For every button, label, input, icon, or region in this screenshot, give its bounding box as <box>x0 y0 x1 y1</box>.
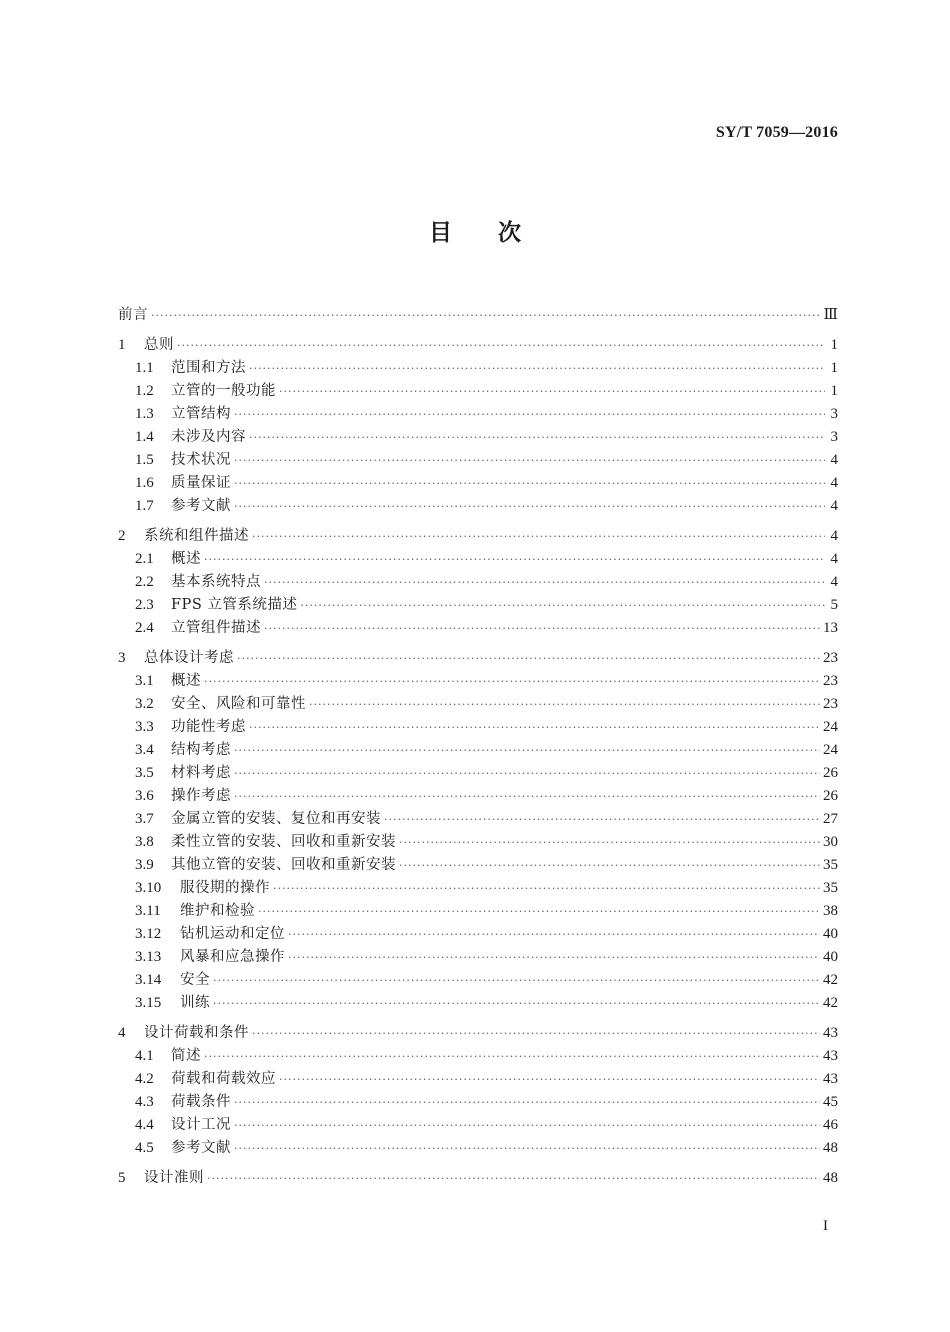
toc-entry[interactable] <box>118 762 838 785</box>
toc-entry-number: 1.7 <box>135 498 154 514</box>
page-title: 目次 <box>429 220 567 246</box>
toc-entry-number: 3.7 <box>135 811 154 827</box>
toc-entry[interactable] <box>118 693 838 716</box>
toc-entry-page: 26 <box>823 788 838 804</box>
dot-leader <box>264 617 820 640</box>
toc-entry[interactable] <box>118 548 838 571</box>
table-of-contents <box>118 304 838 1190</box>
toc-entry-page: 46 <box>823 1117 838 1133</box>
dot-leader <box>234 495 825 518</box>
toc-entry-number: 1.4 <box>135 429 154 445</box>
toc-entry-number: 1.2 <box>135 383 154 399</box>
dot-leader <box>279 380 825 403</box>
toc-entry-page: 4 <box>830 574 838 590</box>
toc-entry-page: 1 <box>830 360 838 376</box>
toc-entry[interactable] <box>118 571 838 594</box>
toc-entry-number: 4.5 <box>135 1140 154 1156</box>
dot-leader <box>399 831 820 854</box>
toc-entry-title: FPS 立管系统描述 <box>171 597 298 613</box>
toc-entry-number: 4.3 <box>135 1094 154 1110</box>
toc-entry[interactable] <box>118 1045 838 1068</box>
toc-entry-page: 27 <box>823 811 838 827</box>
dot-leader <box>234 472 825 495</box>
dot-leader <box>252 1022 820 1045</box>
dot-leader <box>300 594 825 617</box>
toc-entry[interactable] <box>118 900 838 923</box>
toc-entry-number: 1 <box>118 337 126 353</box>
toc-entry-title: 参考文献 <box>171 1140 231 1156</box>
toc-entry-number: 3.13 <box>135 949 162 965</box>
toc-entry[interactable] <box>118 739 838 762</box>
toc-entry-title: 参考文献 <box>171 498 231 514</box>
toc-entry-title: 未涉及内容 <box>171 429 246 445</box>
standard-code: SY/T 7059—2016 <box>715 124 838 141</box>
toc-entry-title: 概述 <box>171 673 201 689</box>
toc-entry-number: 3.3 <box>135 719 154 735</box>
dot-leader <box>237 647 820 670</box>
toc-entry-number: 2 <box>118 528 126 544</box>
toc-entry[interactable] <box>118 495 838 518</box>
toc-entry-number: 3.1 <box>135 673 154 689</box>
toc-entry-title: 总则 <box>144 337 174 353</box>
toc-entry-page: 40 <box>823 926 838 942</box>
toc-entry[interactable] <box>118 472 838 495</box>
dot-leader <box>249 357 825 380</box>
toc-entry-page: Ⅲ <box>823 307 838 323</box>
dot-leader <box>234 1137 820 1160</box>
toc-entry-title: 设计准则 <box>144 1170 204 1186</box>
toc-entry[interactable] <box>118 946 838 969</box>
toc-entry[interactable] <box>118 647 838 670</box>
toc-entry-page: 43 <box>823 1071 838 1087</box>
dot-leader <box>288 923 820 946</box>
toc-entry-page: 30 <box>823 834 838 850</box>
dot-leader <box>288 946 820 969</box>
toc-entry-number: 4.2 <box>135 1071 154 1087</box>
toc-entry-number: 3 <box>118 650 126 666</box>
toc-entry-title: 总体设计考虑 <box>144 650 234 666</box>
toc-entry-number: 1.6 <box>135 475 154 491</box>
toc-entry-page: 4 <box>830 528 838 544</box>
dot-leader <box>213 992 820 1015</box>
toc-entry-page: 24 <box>823 742 838 758</box>
toc-entry-page: 4 <box>830 452 838 468</box>
toc-entry-page: 4 <box>830 498 838 514</box>
dot-leader <box>234 403 825 426</box>
toc-entry-number: 4.4 <box>135 1117 154 1133</box>
toc-entry[interactable] <box>118 357 838 380</box>
toc-entry-number: 3.10 <box>135 880 162 896</box>
toc-entry-number: 3.11 <box>135 903 161 919</box>
dot-leader <box>249 716 820 739</box>
toc-entry[interactable] <box>118 785 838 808</box>
toc-entry-title: 简述 <box>171 1048 201 1064</box>
toc-entry-page: 1 <box>830 337 838 353</box>
toc-entry-page: 43 <box>823 1048 838 1064</box>
toc-entry[interactable] <box>118 992 838 1015</box>
toc-entry[interactable] <box>118 923 838 946</box>
toc-entry-title: 柔性立管的安装、回收和重新安装 <box>171 834 396 850</box>
dot-leader <box>207 1167 820 1190</box>
toc-entry-title: 设计工况 <box>171 1117 231 1133</box>
toc-entry-number: 1.1 <box>135 360 154 376</box>
toc-entry-number: 3.5 <box>135 765 154 781</box>
toc-entry[interactable] <box>118 831 838 854</box>
toc-entry[interactable] <box>118 449 838 472</box>
toc-entry-title: 质量保证 <box>171 475 231 491</box>
toc-entry[interactable] <box>118 854 838 877</box>
toc-entry-number: 2.4 <box>135 620 154 636</box>
toc-entry-title: 立管的一般功能 <box>171 383 276 399</box>
toc-entry-page: 43 <box>823 1025 838 1041</box>
toc-entry-number: 3.8 <box>135 834 154 850</box>
toc-entry-page: 42 <box>823 972 838 988</box>
page-number: I <box>823 1218 828 1234</box>
toc-entry-page: 23 <box>823 650 838 666</box>
toc-entry[interactable] <box>118 1167 838 1190</box>
dot-leader <box>234 762 820 785</box>
toc-entry[interactable] <box>118 1114 838 1137</box>
toc-entry[interactable] <box>118 380 838 403</box>
dot-leader <box>204 670 820 693</box>
toc-entry-number: 5 <box>118 1170 126 1186</box>
toc-entry-number: 1.3 <box>135 406 154 422</box>
toc-entry-number: 1.5 <box>135 452 154 468</box>
toc-entry-page: 45 <box>823 1094 838 1110</box>
toc-entry-number: 3.14 <box>135 972 162 988</box>
toc-entry-title: 服役期的操作 <box>180 880 270 896</box>
dot-leader <box>273 877 820 900</box>
toc-entry[interactable] <box>118 670 838 693</box>
toc-entry-page: 4 <box>830 475 838 491</box>
dot-leader <box>249 426 825 449</box>
toc-entry[interactable] <box>118 877 838 900</box>
toc-entry-page: 38 <box>823 903 838 919</box>
toc-entry[interactable] <box>118 403 838 426</box>
toc-entry-number: 2.2 <box>135 574 154 590</box>
toc-entry[interactable] <box>118 594 838 617</box>
toc-entry-title: 前言 <box>118 307 148 323</box>
toc-entry-title: 技术状况 <box>171 452 231 468</box>
toc-entry-page: 40 <box>823 949 838 965</box>
toc-entry-title: 安全、风险和可靠性 <box>171 696 306 712</box>
toc-entry-page: 23 <box>823 673 838 689</box>
toc-entry[interactable] <box>118 969 838 992</box>
toc-entry-number: 2.1 <box>135 551 154 567</box>
toc-entry-page: 23 <box>823 696 838 712</box>
toc-entry-page: 35 <box>823 857 838 873</box>
dot-leader <box>177 334 825 357</box>
dot-leader <box>234 739 820 762</box>
toc-entry-title: 训练 <box>180 995 210 1011</box>
toc-entry-number: 4.1 <box>135 1048 154 1064</box>
toc-entry-number: 3.15 <box>135 995 162 1011</box>
toc-entry-title: 风暴和应急操作 <box>180 949 285 965</box>
toc-entry-page: 5 <box>830 597 838 613</box>
toc-entry-title: 钻机运动和定位 <box>180 926 285 942</box>
toc-entry-number: 2.3 <box>135 597 154 613</box>
toc-entry-title: 立管结构 <box>171 406 231 422</box>
toc-entry[interactable] <box>118 1022 838 1045</box>
toc-entry-page: 26 <box>823 765 838 781</box>
toc-entry[interactable] <box>118 1137 838 1160</box>
toc-entry-number: 3.12 <box>135 926 162 942</box>
toc-entry-page: 42 <box>823 995 838 1011</box>
toc-entry-page: 48 <box>823 1140 838 1156</box>
dot-leader <box>264 571 825 594</box>
toc-entry-title: 概述 <box>171 551 201 567</box>
toc-entry-page: 4 <box>830 551 838 567</box>
toc-entry-title: 金属立管的安装、复位和再安装 <box>171 811 381 827</box>
toc-entry-title: 功能性考虑 <box>171 719 246 735</box>
dot-leader <box>384 808 820 831</box>
toc-entry[interactable] <box>118 334 838 357</box>
toc-entry[interactable] <box>118 426 838 449</box>
dot-leader <box>252 525 825 548</box>
toc-entry-page: 13 <box>823 620 838 636</box>
dot-leader <box>234 449 825 472</box>
toc-entry-title: 荷载条件 <box>171 1094 231 1110</box>
toc-entry-page: 24 <box>823 719 838 735</box>
dot-leader <box>234 1091 820 1114</box>
dot-leader <box>204 1045 820 1068</box>
dot-leader <box>279 1068 820 1091</box>
toc-entry[interactable] <box>118 1068 838 1091</box>
toc-entry-title: 范围和方法 <box>171 360 246 376</box>
toc-entry-number: 3.4 <box>135 742 154 758</box>
toc-entry-number: 3.6 <box>135 788 154 804</box>
dot-leader <box>151 304 821 327</box>
toc-entry-title: 设计荷载和条件 <box>144 1025 249 1041</box>
toc-entry-page: 3 <box>830 429 838 445</box>
toc-entry-title: 安全 <box>180 972 210 988</box>
toc-entry-title: 操作考虑 <box>171 788 231 804</box>
dot-leader <box>204 548 825 571</box>
toc-entry[interactable] <box>118 617 838 640</box>
toc-entry-page: 1 <box>830 383 838 399</box>
toc-entry-page: 3 <box>830 406 838 422</box>
toc-entry-page: 35 <box>823 880 838 896</box>
toc-entry-page: 48 <box>823 1170 838 1186</box>
dot-leader <box>234 1114 820 1137</box>
dot-leader <box>213 969 820 992</box>
toc-entry-title: 其他立管的安装、回收和重新安装 <box>171 857 396 873</box>
toc-entry-title: 系统和组件描述 <box>144 528 249 544</box>
dot-leader <box>309 693 820 716</box>
toc-entry[interactable] <box>118 808 838 831</box>
toc-entry-title: 材料考虑 <box>171 765 231 781</box>
toc-entry[interactable] <box>118 716 838 739</box>
toc-entry[interactable] <box>118 1091 838 1114</box>
toc-entry-title: 结构考虑 <box>171 742 231 758</box>
toc-entry-title: 立管组件描述 <box>171 620 261 636</box>
toc-entry-number: 4 <box>118 1025 126 1041</box>
toc-entry-number: 3.9 <box>135 857 154 873</box>
toc-entry[interactable] <box>118 525 838 548</box>
toc-entry[interactable] <box>118 304 838 327</box>
toc-entry-title: 基本系统特点 <box>171 574 261 590</box>
toc-entry-number: 3.2 <box>135 696 154 712</box>
dot-leader <box>399 854 820 877</box>
toc-entry-title: 维护和检验 <box>180 903 255 919</box>
dot-leader <box>234 785 820 808</box>
toc-entry-title: 荷载和荷载效应 <box>171 1071 276 1087</box>
dot-leader <box>258 900 820 923</box>
